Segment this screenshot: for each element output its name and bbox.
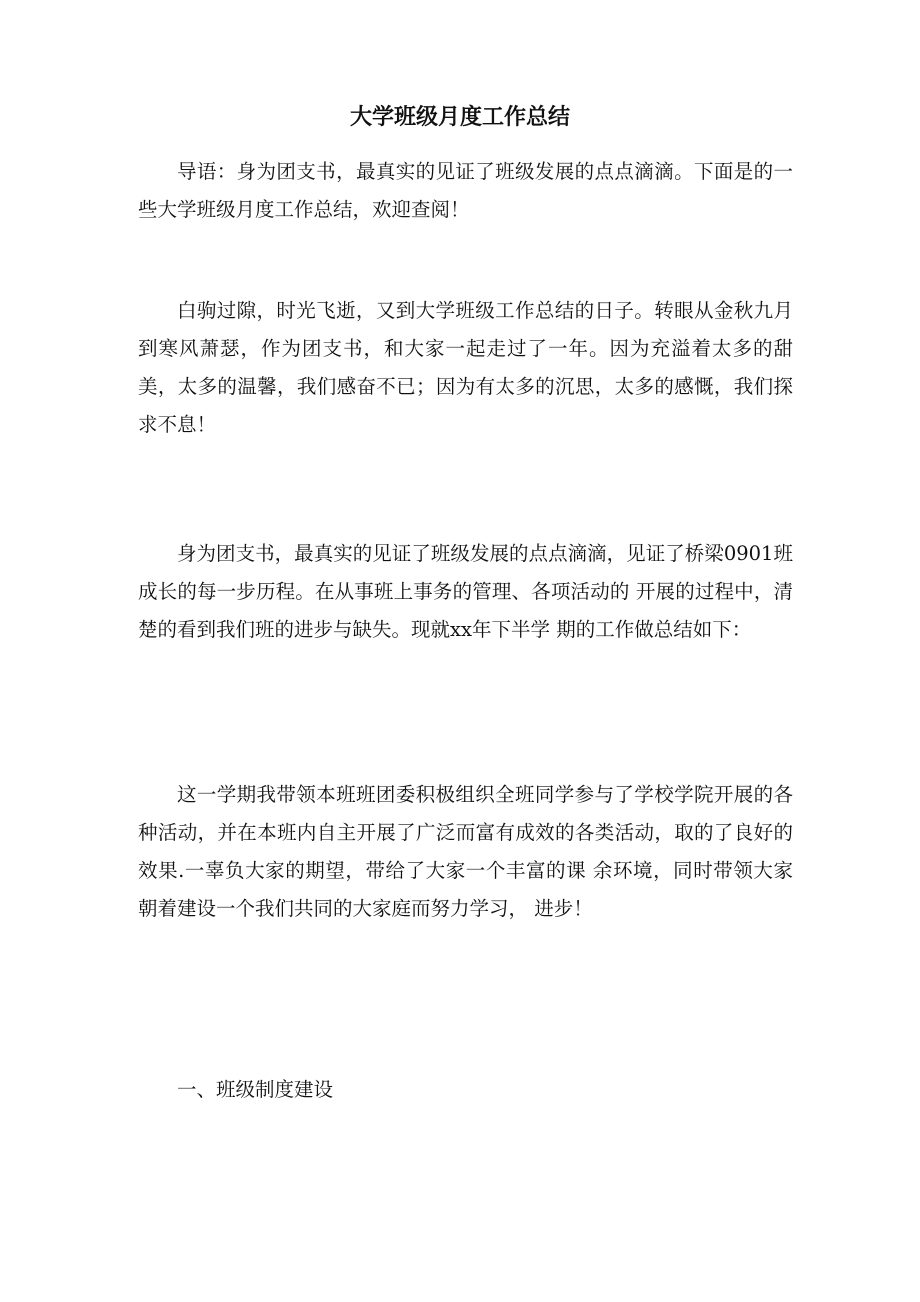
document-title: 大学班级月度工作总结 — [349, 105, 570, 130]
body-paragraph-1: 白驹过隙，时光飞逝，又到大学班级工作总结的日子。转眼从金秋九月到寒风萧瑟，作为团支书，和大家一起走过了一年。因为充溢着太多的甜美，太多的温馨，我们感奋不已；因为有太多的沉思，太多的感慨，我们探求不息！ — [138, 299, 793, 436]
intro-paragraph: 导语：身为团支书，最真实的见证了班级发展的点点滴滴。下面是的一些大学班级月度工作总结，欢迎查阅！ — [138, 160, 793, 221]
section-heading: 一、班级制度建设 — [177, 1078, 334, 1101]
body-paragraph-2: 身为团支书，最真实的见证了班级发展的点点滴滴，见证了桥梁0901班成长的每一步历程。在从事班上事务的管理、各项活动的 开展的过程中，清楚的看到我们班的进步与缺失。现就xx年下半学 期的工作做总结如下： — [138, 542, 793, 641]
body-paragraph-3: 这一学期我带领本班班团委积极组织全班同学参与了学校学院开展的各种活动，并在本班内自主开展了广泛而富有成效的各类活动，取的了良好的效果.一辜负大家的期望，带给了大家一个丰富的课 余环境，同时带领大家朝着建设一个我们共同的大家庭而努力学习， 进步！ — [138, 783, 793, 920]
